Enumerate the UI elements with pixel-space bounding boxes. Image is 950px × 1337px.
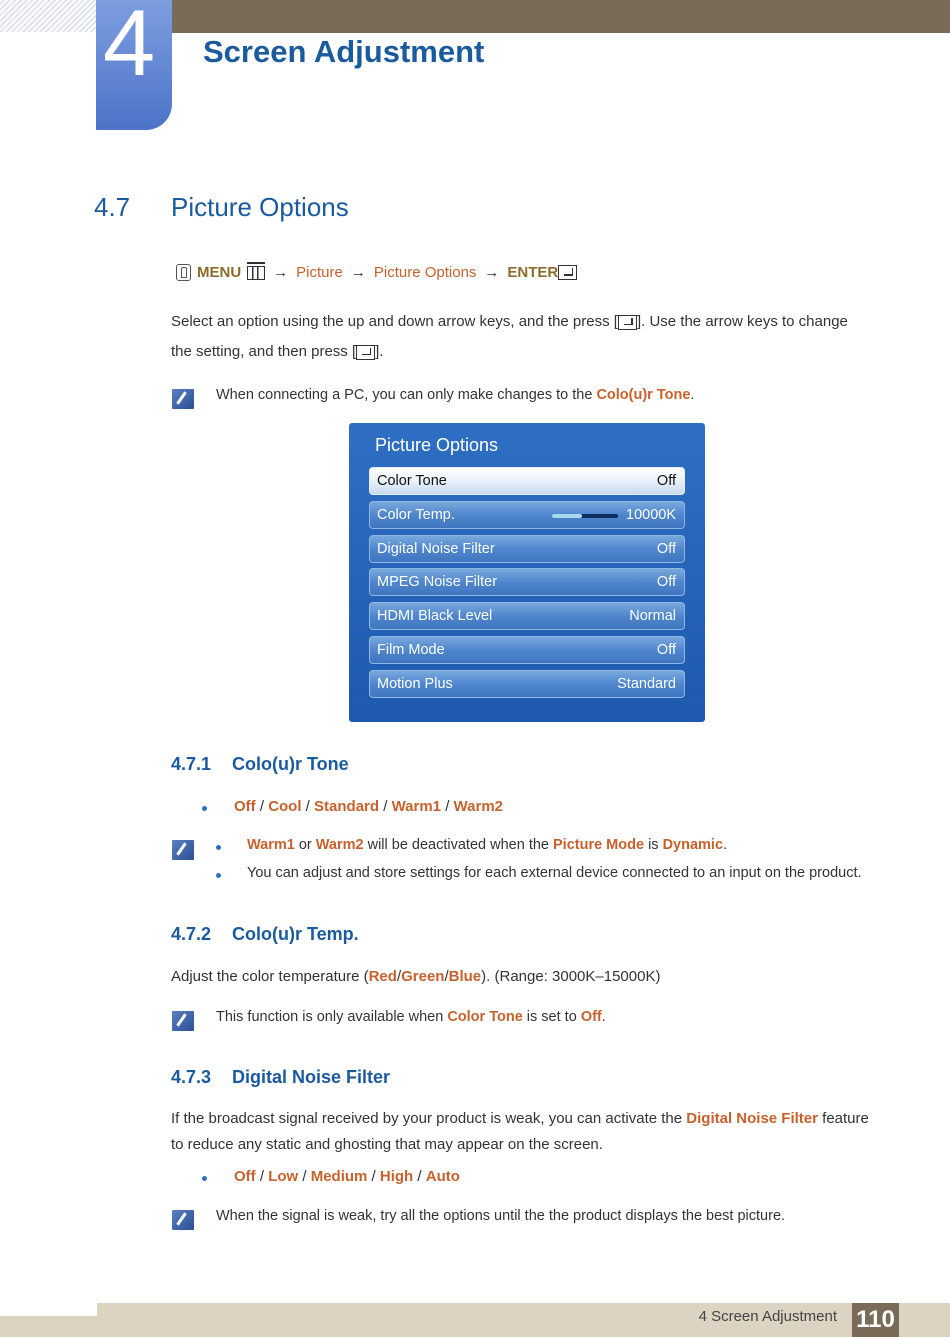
picture-link: Picture — [296, 264, 343, 281]
color-temp-description: Adjust the color temperature (Red/Green/Blue). (Range: 3000K–15000K) — [171, 968, 661, 985]
header-bar — [172, 0, 950, 33]
osd-row-color-temp[interactable]: Color Temp. 10000K — [369, 501, 685, 529]
chapter-number: 4 — [102, 0, 156, 95]
menu-label: MENU — [197, 264, 242, 281]
slider-fill — [552, 514, 582, 518]
intro-paragraph: Select an option using the up and down arrow keys, and the press [ ]. Use the arrow keys to change the setting, and then press [ ]. — [171, 313, 848, 360]
osd-row-film-mode[interactable]: Film Mode Off — [369, 636, 685, 664]
arrow-icon: → — [484, 264, 500, 281]
osd-row-hdmi-black-level[interactable]: HDMI Black Level Normal — [369, 602, 685, 630]
picture-options-osd — [349, 423, 705, 722]
menu-path — [176, 264, 577, 281]
note-icon — [172, 1011, 194, 1031]
arrow-icon: → — [273, 264, 289, 281]
note-icon — [172, 389, 194, 409]
subsection-number: 4.7.2 — [171, 924, 212, 944]
bullet-icon — [202, 806, 207, 811]
subsection-title: Digital Noise Filter — [232, 1067, 391, 1087]
note-icon — [172, 840, 194, 860]
osd-title: Picture Options — [375, 435, 499, 455]
subsection-number: 4.7.3 — [171, 1067, 212, 1087]
note-text: When connecting a PC, you can only make changes to the Colo(u)r Tone. — [216, 387, 695, 403]
enter-icon — [558, 265, 577, 280]
osd-row-mpeg-noise-filter[interactable]: MPEG Noise Filter Off — [369, 568, 685, 596]
arrow-icon: → — [350, 264, 366, 281]
note-text: This function is only available when Color Tone is set to Off. — [216, 1009, 606, 1025]
enter-icon — [356, 345, 375, 360]
menu-icon — [247, 266, 265, 280]
note-bullet: Warm1 or Warm2 will be deactivated when the Picture Mode is Dynamic. — [247, 837, 728, 853]
bullet-icon — [216, 873, 221, 878]
header-hatch — [0, 0, 96, 32]
osd-row-color-tone[interactable]: Color Tone Off — [369, 467, 685, 495]
footer-strip — [0, 1316, 97, 1337]
dnf-description: If the broadcast signal received by your product is weak, you can activate the Digital Noise Filter feature to reduce any static and ghosting that may appear on the screen. — [171, 1110, 869, 1153]
osd-row-digital-noise-filter[interactable]: Digital Noise Filter Off — [369, 535, 685, 563]
bullet-icon — [202, 1176, 207, 1181]
page-number: 110 — [852, 1303, 899, 1337]
note-bullet: You can adjust and store settings for each external device connected to an input on the product. — [247, 865, 862, 881]
dnf-options: Off / Low / Medium / High / Auto — [234, 1168, 460, 1185]
section-number: 4.7 — [94, 192, 131, 222]
picture-options-link: Picture Options — [373, 264, 477, 281]
footer-chapter-label: 4 Screen Adjustment — [698, 1308, 837, 1325]
enter-label: ENTER — [507, 264, 559, 281]
color-tone-options: Off / Cool / Standard / Warm1 / Warm2 — [234, 798, 504, 815]
note-text: When the signal is weak, try all the options until the the product displays the best picture. — [216, 1208, 786, 1224]
enter-icon — [618, 315, 637, 330]
subsection-number: 4.7.1 — [171, 754, 212, 774]
chapter-title: Screen Adjustment — [203, 34, 485, 69]
bullet-icon — [216, 845, 221, 850]
osd-row-motion-plus[interactable]: Motion Plus Standard — [369, 670, 685, 698]
subsection-title: Colo(u)r Tone — [232, 754, 349, 774]
remote-hand-icon — [176, 264, 191, 281]
section-title: Picture Options — [171, 192, 349, 222]
subsection-title: Colo(u)r Temp. — [232, 924, 359, 944]
color-temp-slider[interactable] — [552, 514, 618, 518]
note-icon — [172, 1210, 194, 1230]
